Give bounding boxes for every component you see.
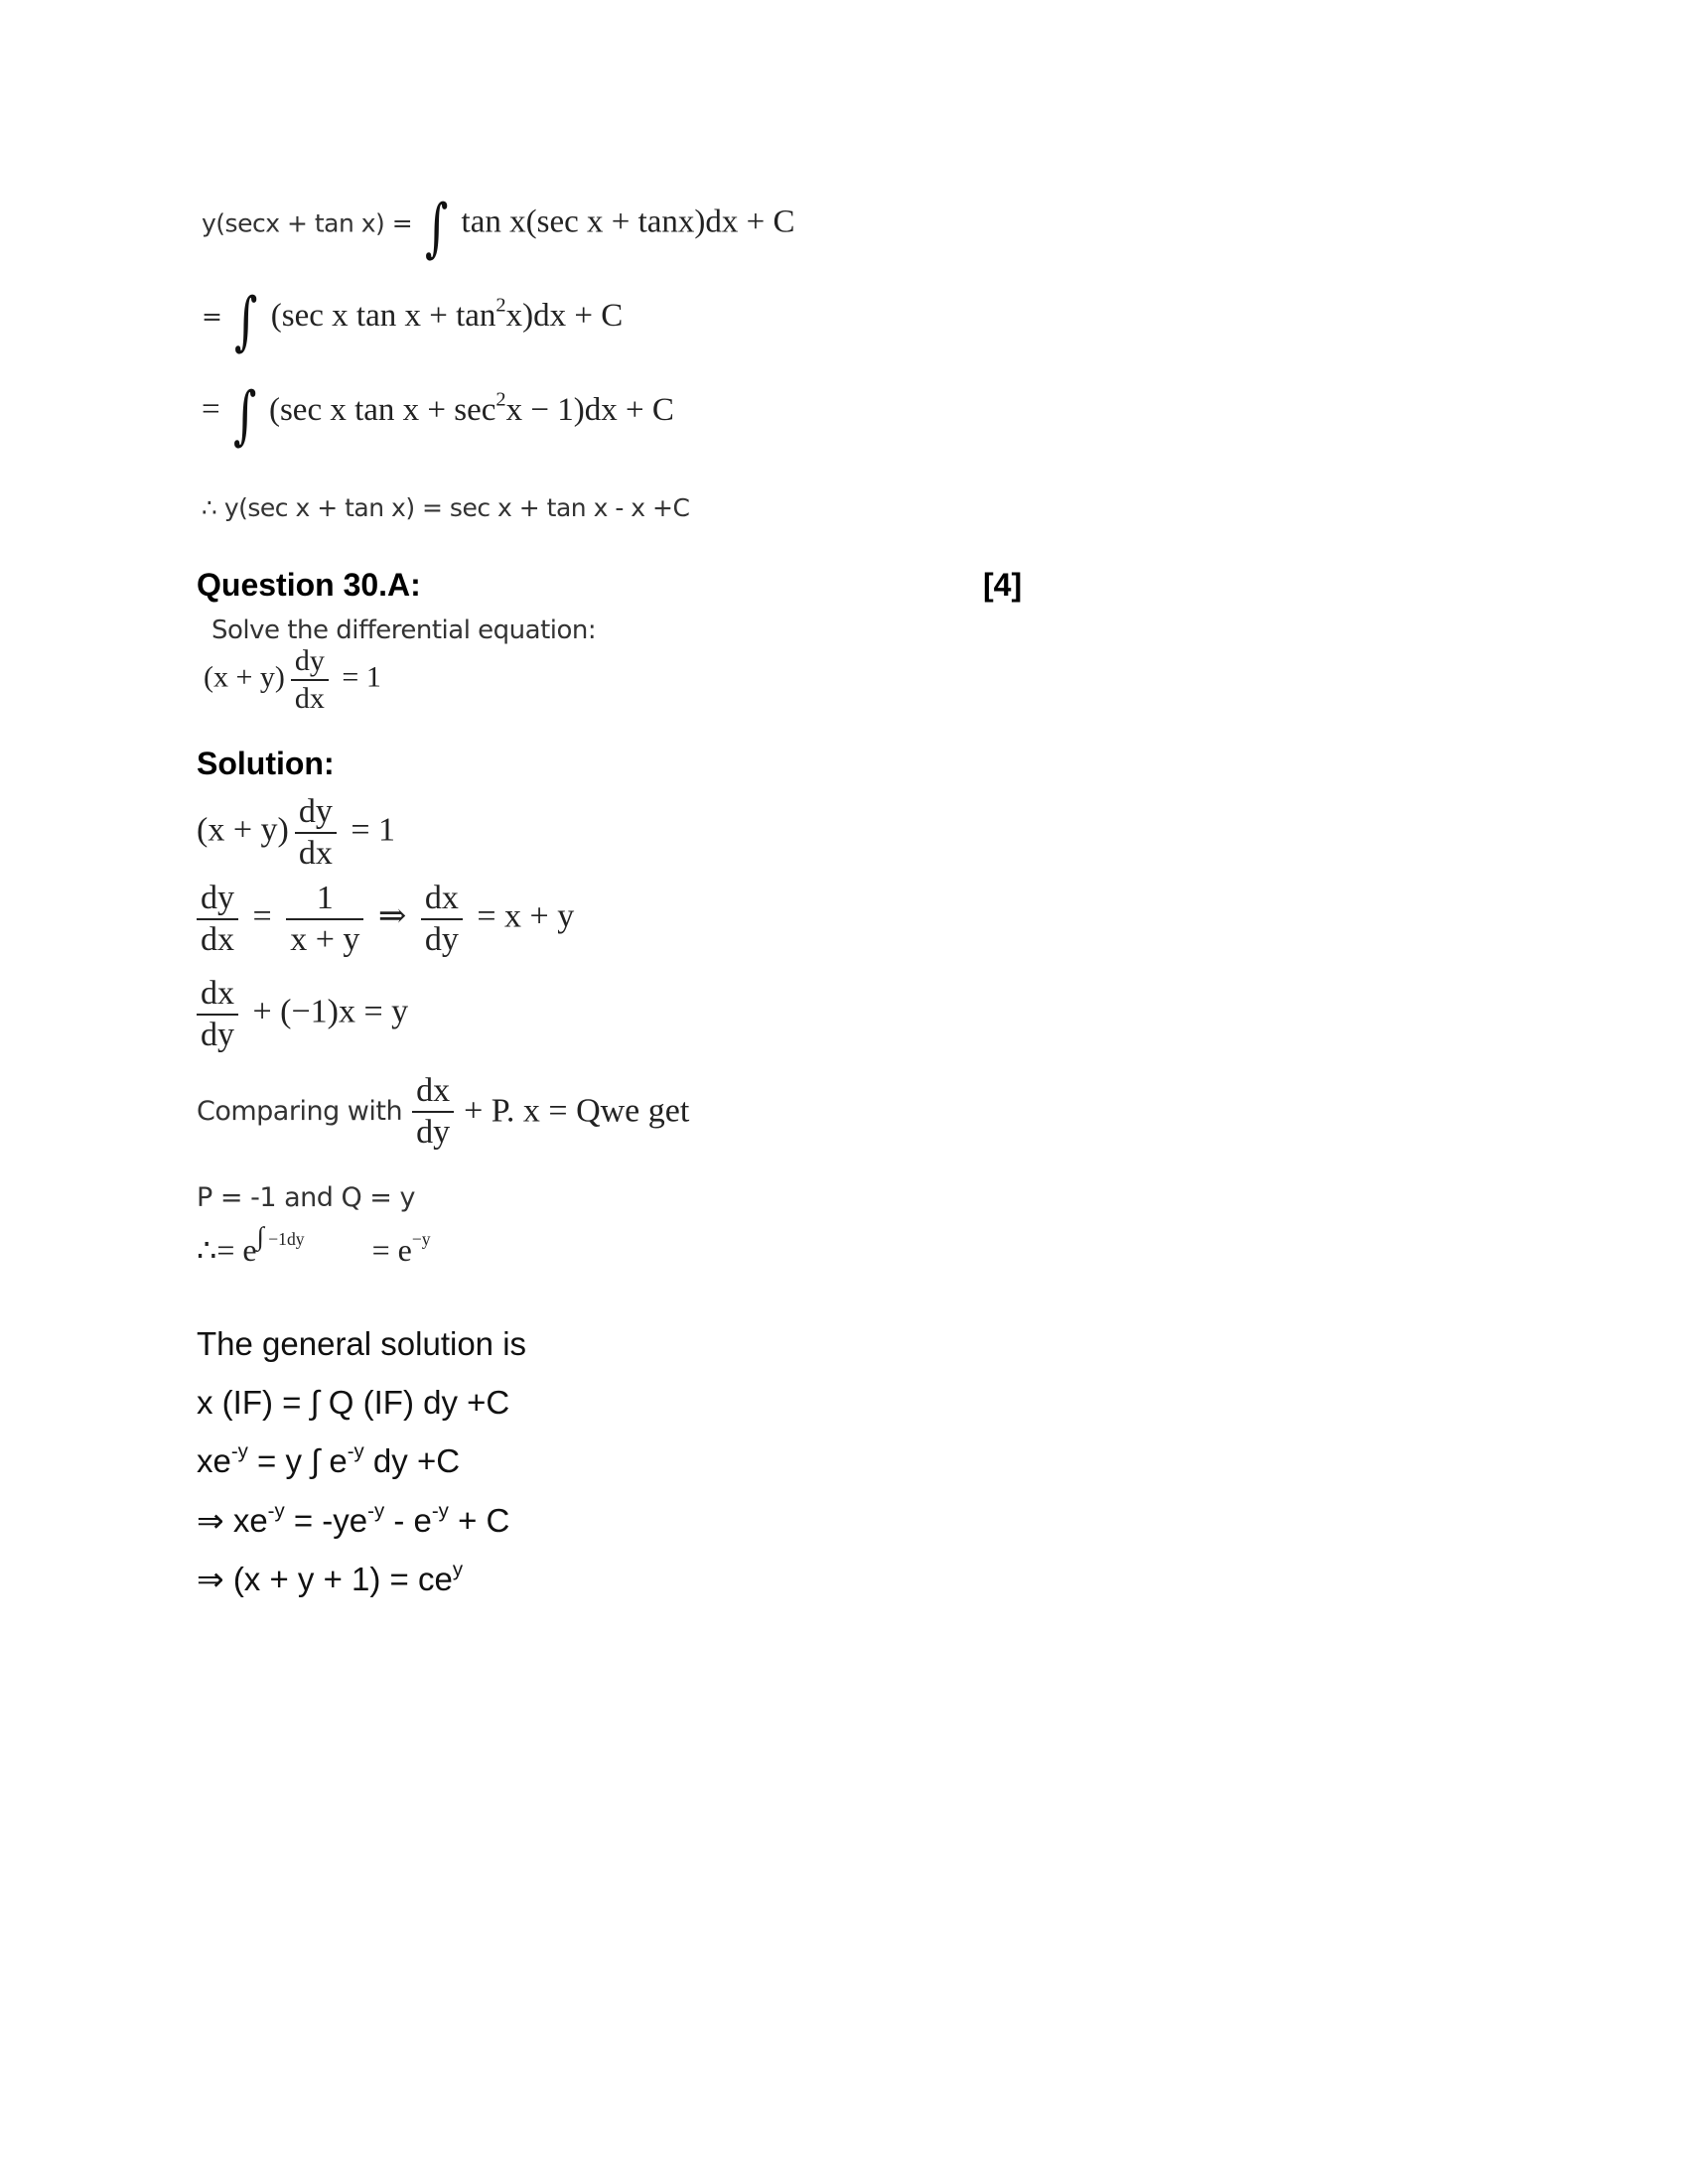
fraction-numerator: dy: [201, 880, 234, 916]
integrand-part: x − 1)dx + C: [505, 391, 674, 428]
superscript: -y: [267, 1499, 285, 1523]
fraction-numerator: dx: [201, 975, 234, 1012]
exponent-text: −1dy: [263, 1229, 305, 1250]
term: - e: [384, 1502, 432, 1539]
general-line-2: [197, 1439, 461, 1480]
fraction-numerator: dy: [298, 793, 333, 830]
integral-icon: ∫: [232, 379, 256, 453]
integrand-part: x)dx + C: [505, 297, 624, 334]
prev-line-4: ∴ y(sec x + tan x) = sec x + tan x - x +C: [202, 493, 690, 522]
question-prompt: Solve the differential equation:: [211, 615, 597, 645]
if-mid: = e: [363, 1232, 412, 1268]
fraction-denominator: dx: [197, 918, 238, 958]
prev-line-1-integrand: tan x(sec x + tanx)dx + C: [461, 204, 795, 240]
fraction-denominator: dx: [291, 679, 329, 715]
integrating-factor: [197, 1221, 431, 1269]
superscript: 2: [495, 294, 506, 317]
integral-icon: ∫: [425, 192, 449, 265]
solution-title: Solution:: [197, 746, 335, 781]
integrand-part: (sec x tan x + tan: [270, 297, 496, 334]
prev-line-1-lhs: y(secx + tan x) =: [202, 208, 413, 238]
question-marks: [4]: [983, 567, 1023, 603]
fraction-numerator: 1: [316, 880, 334, 916]
term: xe: [197, 1442, 231, 1479]
fraction: [286, 881, 363, 957]
general-line-3: [197, 1501, 509, 1540]
prev-line-2: [202, 285, 624, 358]
fraction: [421, 881, 463, 957]
step-3-rhs: + (−1)x = y: [252, 993, 409, 1030]
question-title: Question 30.A:: [197, 567, 421, 603]
fraction-denominator: dy: [197, 1014, 238, 1053]
fraction-numerator: dx: [424, 880, 459, 916]
p-q-values: P = -1 and Q = y: [197, 1182, 415, 1213]
superscript: -y: [367, 1499, 385, 1523]
if-result-exponent: −y: [411, 1229, 431, 1250]
comparing-line: [197, 1073, 689, 1150]
equation-rhs: = 1: [342, 660, 381, 694]
solution-step-3: [197, 976, 408, 1052]
fraction: [412, 1073, 454, 1150]
prev-line-3: [202, 379, 674, 453]
question-equation: [204, 645, 381, 714]
prev-line-3-prefix: =: [202, 391, 220, 428]
prev-line-2-integrand: [270, 294, 624, 334]
fraction-numerator: dx: [416, 1072, 451, 1109]
prev-line-1: [202, 192, 795, 265]
term: ⇒ xe: [197, 1502, 268, 1539]
superscript: 2: [495, 388, 506, 411]
term: + C: [448, 1502, 510, 1539]
general-line-4: [197, 1560, 463, 1598]
superscript: -y: [347, 1439, 364, 1463]
integral-icon: ∫: [256, 1221, 264, 1252]
equals: =: [252, 897, 272, 935]
prev-line-3-integrand: [268, 388, 674, 428]
superscript: -y: [230, 1439, 248, 1463]
implies-arrow-icon: ⇒: [377, 897, 407, 935]
equation-lhs: (x + y): [204, 660, 285, 694]
fraction-numerator: dy: [294, 644, 325, 677]
comparing-text: Comparing with: [197, 1096, 403, 1128]
fraction-denominator: x + y: [286, 918, 363, 958]
term: dy +C: [363, 1442, 461, 1479]
fraction: [197, 881, 238, 957]
integral-icon: ∫: [234, 285, 258, 358]
general-line-1: x (IF) = ∫ Q (IF) dy +C: [197, 1384, 510, 1421]
step-1-rhs: = 1: [351, 811, 396, 849]
fraction-denominator: dy: [421, 918, 463, 958]
fraction-denominator: dx: [295, 832, 337, 872]
if-prefix: ∴= e: [197, 1232, 257, 1268]
superscript: -y: [431, 1499, 449, 1523]
fraction: [291, 645, 329, 714]
solution-step-1: [197, 794, 395, 871]
prev-line-2-prefix: =: [202, 302, 222, 332]
comparing-rhs: + P. x = Qwe get: [464, 1092, 690, 1130]
fraction-denominator: dy: [412, 1111, 454, 1151]
general-solution-heading: The general solution is: [197, 1325, 527, 1362]
term: = -ye: [284, 1502, 368, 1539]
fraction: [295, 794, 337, 871]
term: = y ∫ e: [247, 1442, 348, 1479]
if-exponent: [256, 1221, 305, 1252]
step-2-rhs: = x + y: [477, 897, 575, 935]
term: ⇒ (x + y + 1) = ce: [197, 1561, 453, 1597]
integrand-part: (sec x tan x + sec: [268, 391, 496, 428]
solution-step-2: [197, 881, 574, 957]
fraction: [197, 976, 238, 1052]
step-1-lhs: (x + y): [197, 811, 289, 849]
superscript: y: [452, 1558, 464, 1581]
